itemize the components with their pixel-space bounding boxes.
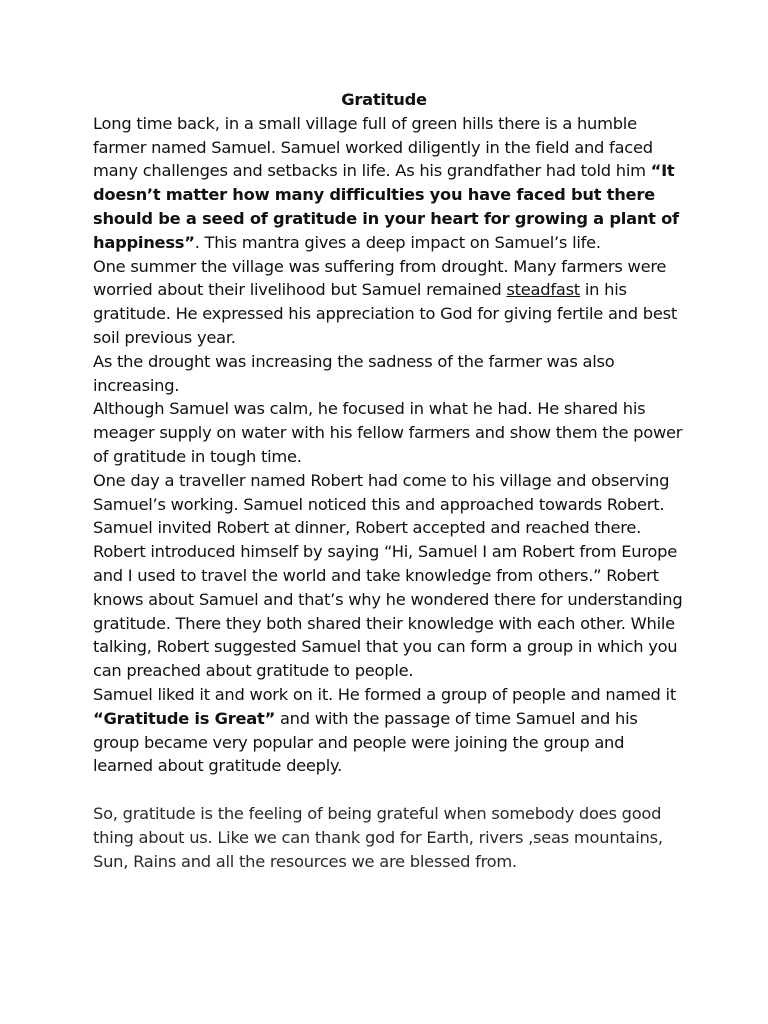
- document-title: Gratitude: [341, 90, 427, 109]
- document-page: [93, 88, 683, 873]
- paragraph-1-text-a: Long time back, in a small village full of green hills there is a humble farmer named Samuel. Samuel worked diligently in the field and faced many challenges and setbacks in life. As his grandfather had told him: [93, 113, 653, 181]
- paragraph-1-text-b: . This mantra gives a deep impact on Samuel’s life.: [194, 232, 601, 252]
- paragraph-3: As the drought was increasing the sadness of the farmer was also increasing.: [93, 351, 615, 395]
- paragraph-2-text-b: in his gratitude. He expressed his appreciation to God for giving fertile and best soil previous year.: [93, 280, 677, 347]
- paragraph-4: Although Samuel was calm, he focused in what he had. He shared his meager supply on water with his fellow farmers and show them the power of gratitude in tough time.: [93, 399, 683, 466]
- paragraph-2: [93, 255, 683, 350]
- group-name: “Gratitude is Great”: [93, 708, 276, 728]
- underlined-word: steadfast: [506, 280, 580, 300]
- paragraph-6-text-b: and with the passage of time Samuel and his group became very popular and people were joining the group and learned about gratitude deeply.: [93, 708, 638, 776]
- paragraph-1: [93, 112, 683, 255]
- paragraph-2-text-a: One summer the village was suffering from drought. Many farmers were worried about their livelihood but Samuel remained: [93, 256, 667, 300]
- blank-line: [93, 778, 683, 802]
- paragraph-6: [93, 683, 683, 778]
- closing-paragraph: So, gratitude is the feeling of being grateful when somebody does good thing about us. Like we can thank god for Earth, rivers ,seas mountains, Sun, Rains and all the resources we are blessed from.: [93, 803, 663, 871]
- paragraph-5: One day a traveller named Robert had come to his village and observing Samuel’s working. Samuel noticed this and approached towards Robert. Samuel invited Robert at dinner, Robert accepted and reached there. Robert introduced himself by saying “Hi, Samuel I am Robert from Europe and I used to travel the world and take knowledge from others.” Robert knows about Samuel and that’s why he wondered there for understanding gratitude. There they both shared their knowledge with each other. While talking, Robert suggested Samuel that you can form a group in which you can preached about gratitude to people.: [93, 470, 683, 681]
- grandfather-quote: “It doesn’t matter how many difficulties you have faced but there should be a seed of gratitude in your heart for growing a plant of happiness”: [93, 161, 679, 252]
- paragraph-6-text-a: Samuel liked it and work on it. He formed a group of people and named it: [93, 684, 676, 704]
